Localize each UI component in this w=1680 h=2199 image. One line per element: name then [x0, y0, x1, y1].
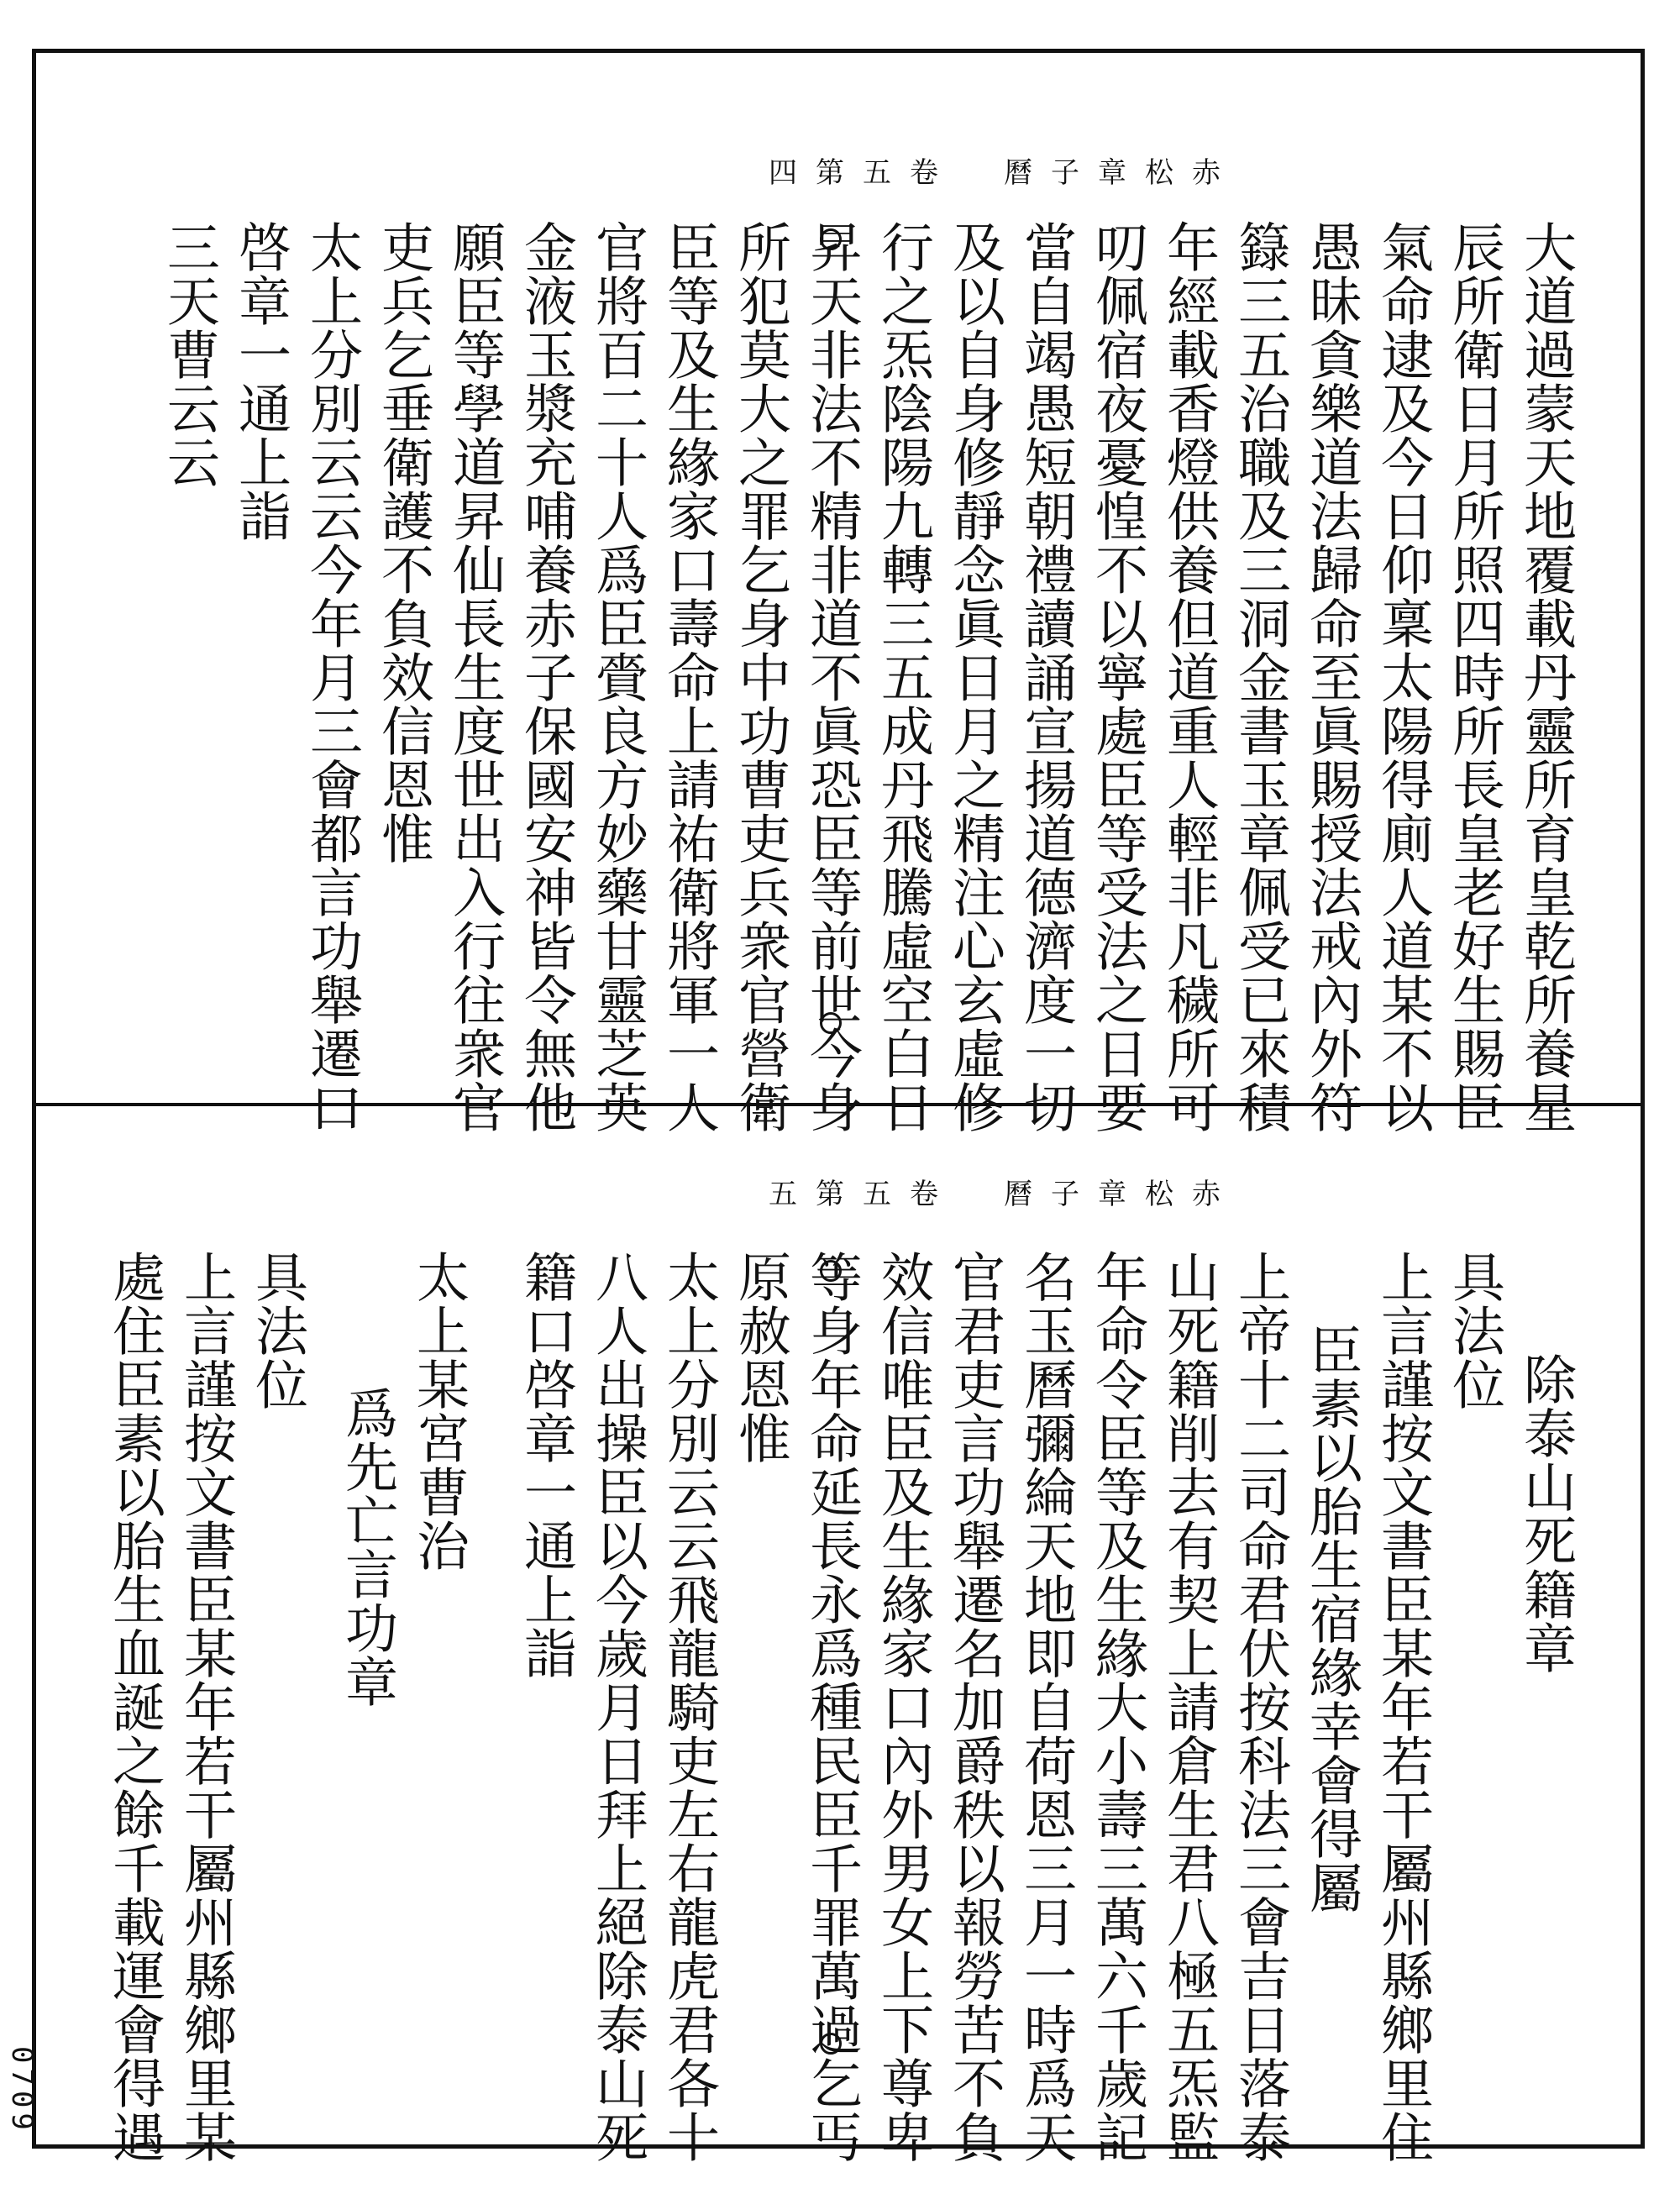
- bottom-col-3: 上言謹按文書臣某年若干屬州縣鄉里住: [1373, 1250, 1434, 2164]
- bottom-col-7: 年命令臣等及生緣大小壽三萬六千歲記: [1087, 1250, 1148, 2164]
- bottom-col-20: 處住臣素以胎生血誕之餘千載運會得遇: [104, 1250, 165, 2164]
- top-col-12: 所犯莫大之罪乞身中功曹吏兵衆官營衛: [730, 220, 791, 1134]
- punctuation-circle-3: [820, 1260, 842, 1282]
- top-col-2: 辰所衛日月所照四時所長皇老好生賜臣: [1444, 220, 1505, 1134]
- punctuation-circle-1: [820, 228, 842, 250]
- top-col-19: 啓章一通上詣: [230, 220, 291, 543]
- bottom-col-8: 名玉曆彌綸天地即自荷恩三月一時爲天: [1016, 1250, 1077, 2164]
- bottom-col-9: 官君吏言功舉遷名加爵秩以報勞苦不負: [944, 1250, 1005, 2164]
- top-col-5: 籙三五治職及三洞金書玉章佩受已來積: [1230, 220, 1291, 1134]
- bottom-col-12: 原赦恩惟: [730, 1250, 791, 1465]
- page-number: 0709: [5, 2046, 39, 2135]
- top-col-8: 當自竭愚短朝禮讀誦宣揚道德濟度一切: [1016, 220, 1077, 1134]
- bottom-title: 除泰山死籍章: [1515, 1352, 1577, 1675]
- bottom-col-18: 具法位: [247, 1250, 308, 1411]
- bottom-col-19: 上言謹按文書臣某年若干屬州縣鄉里某: [176, 1250, 237, 2164]
- top-col-16: 願臣等學道昇仙長生度世出入行往衆官: [444, 220, 506, 1134]
- top-header: 四第五卷 曆子章松赤: [769, 156, 1239, 190]
- bottom-col-10: 效信唯臣及生緣家口內外男女上下尊卑: [873, 1250, 934, 2164]
- bottom-col-4: 臣素以胎生宿緣幸會得屬: [1301, 1323, 1362, 1914]
- top-col-9: 及以自身修靜念眞日月之精注心玄虛修: [944, 220, 1005, 1134]
- bottom-col-17: 爲先亡言功章: [337, 1386, 398, 1708]
- bottom-col-11: 等身年命延長永爲種民臣千罪萬過乞丐: [801, 1250, 863, 2164]
- bottom-col-2: 具法位: [1444, 1250, 1505, 1411]
- bottom-col-14: 八人出操臣以今歲月日拜上絕除泰山死: [587, 1250, 648, 2164]
- top-col-18: 太上分別云云今年月三會都言功舉遷口: [302, 220, 363, 1134]
- bottom-col-6: 山死籍削去有契上請倉生君八極五炁監: [1158, 1250, 1220, 2164]
- punctuation-circle-4: [820, 2033, 842, 2055]
- top-col-6: 年經載香燈供養但道重人輕非凡穢所可: [1158, 220, 1220, 1134]
- top-col-13: 臣等及生緣家口壽命上請祐衛將軍一人: [659, 220, 720, 1134]
- top-col-15: 金液玉漿充哺養赤子保國安神皆令無他: [516, 220, 577, 1134]
- bottom-col-5: 上帝十二司命君伏按科法三會吉日落泰: [1230, 1250, 1291, 2164]
- top-col-1: 大道過蒙天地覆載丹靈所育皇乾所養星: [1515, 220, 1577, 1134]
- top-col-4: 愚昧貪樂道法歸命至眞賜授法戒內外符: [1301, 220, 1362, 1134]
- top-col-14: 官將百二十人爲臣賫良方妙藥甘靈芝英: [587, 220, 648, 1134]
- top-col-10: 行之炁陰陽九轉三五成丹飛騰虛空白日: [873, 220, 934, 1134]
- bottom-col-13: 太上分別云云飛龍騎吏左右龍虎君各十: [659, 1250, 720, 2164]
- top-col-20: 三天曹云云: [159, 220, 220, 489]
- punctuation-circle-2: [820, 1012, 842, 1034]
- bottom-header: 五第五卷 曆子章松赤: [769, 1178, 1239, 1211]
- top-col-7: 叨佩宿夜憂惶不以寧處臣等受法之日要: [1087, 220, 1148, 1134]
- top-col-17: 吏兵乞垂衛護不負效信恩惟: [373, 220, 434, 865]
- bottom-col-15: 籍口啓章一通上詣: [516, 1250, 577, 1680]
- top-col-3: 氣命逮及今日仰稟太陽得廁人道某不以: [1373, 220, 1434, 1134]
- bottom-col-16: 太上某宮曹治: [408, 1250, 470, 1572]
- top-col-11: 昇天非法不精非道不眞恐臣等前世今身: [801, 220, 863, 1134]
